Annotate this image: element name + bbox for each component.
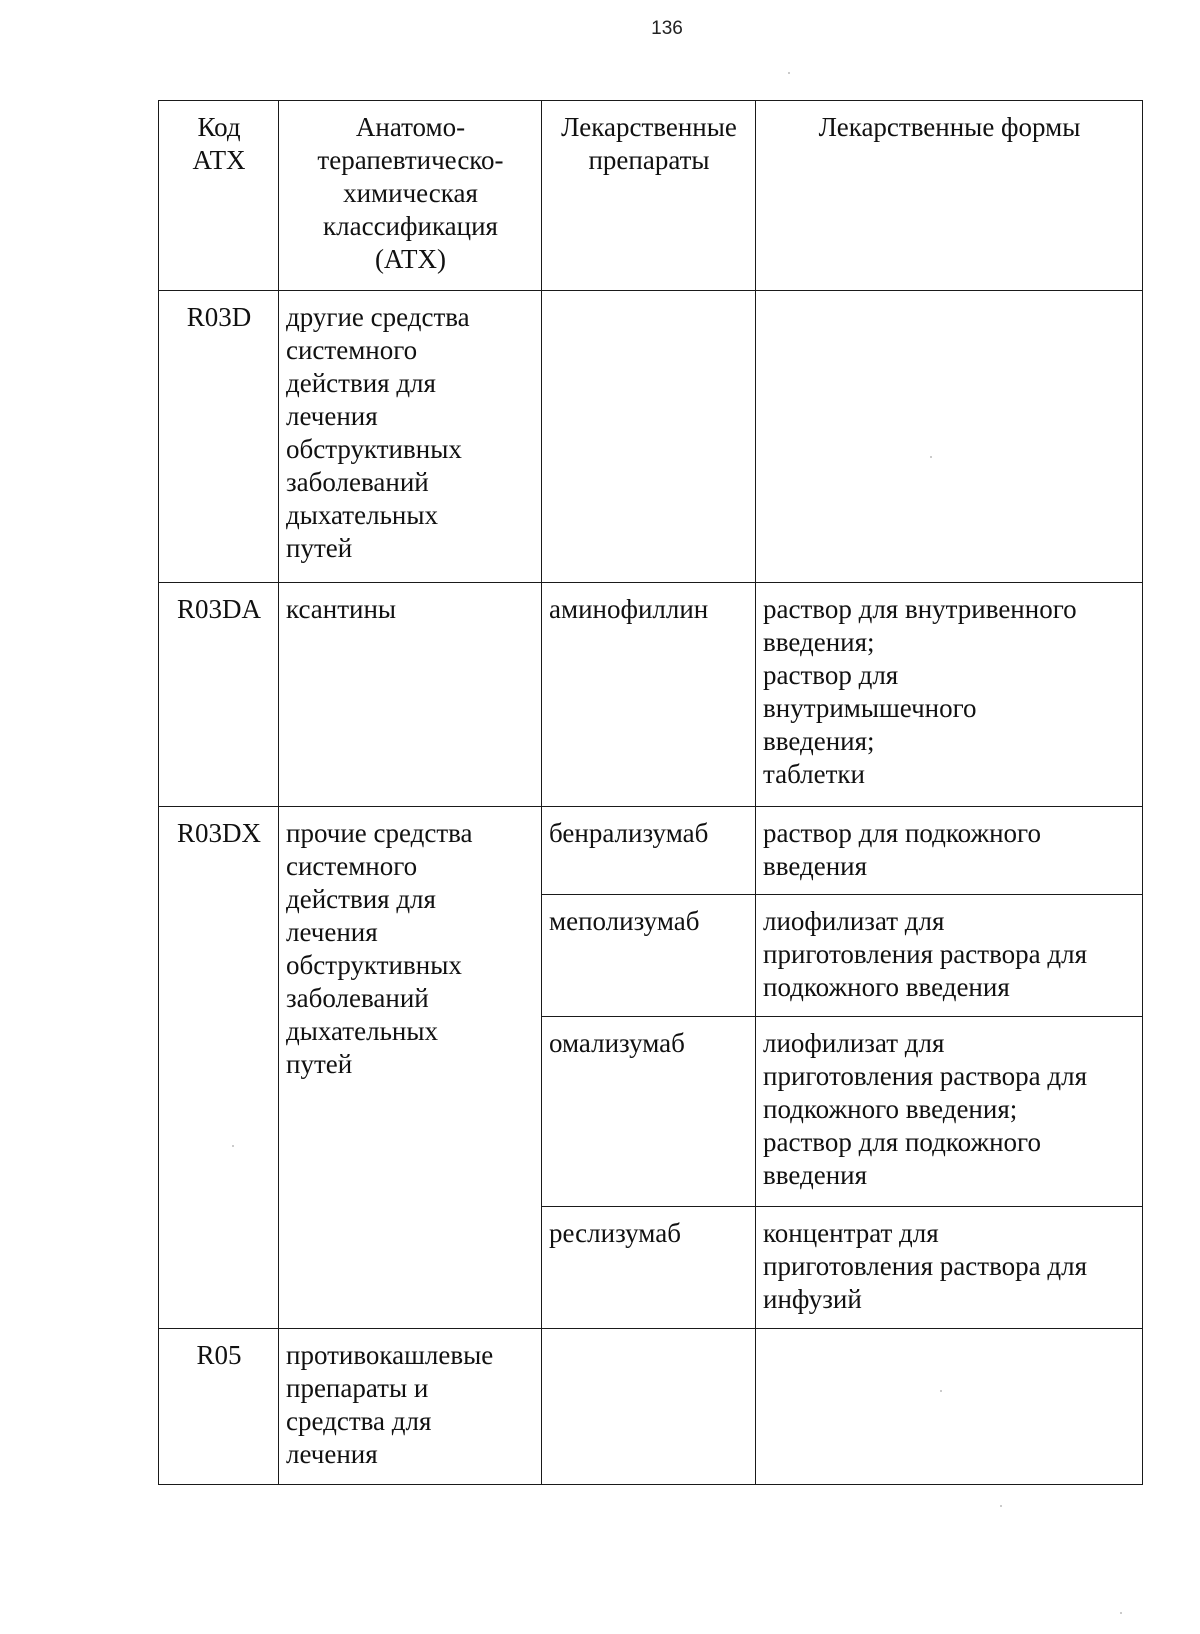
scan-speck [788, 72, 790, 74]
drug-cell: реслизумаб [542, 1207, 756, 1329]
scan-speck [930, 456, 932, 458]
forms-cell: лиофилизат для приготовления раствора для подкожного введения; раствор для подкожного введения [756, 1017, 1143, 1207]
scan-speck [1120, 1612, 1122, 1614]
classification-cell: ксантины [279, 583, 542, 807]
forms-cell: раствор для подкожного введения [756, 807, 1143, 895]
table-row [159, 807, 1143, 895]
header-code: Код АТХ [159, 101, 279, 291]
header-drugs: Лекарственные препараты [542, 101, 756, 291]
classification-cell: прочие средства системного действия для лечения обструктивных заболеваний дыхательных путей [279, 807, 542, 1329]
classification-cell: другие средства системного действия для лечения обструктивных заболеваний дыхательных путей [279, 291, 542, 583]
drug-cell [542, 1329, 756, 1485]
header-classification: Анатомо- терапевтическо- химическая классификация (АТХ) [279, 101, 542, 291]
forms-cell: раствор для внутривенного введения; раствор для внутримышечного введения; таблетки [756, 583, 1143, 807]
code-cell: R05 [159, 1329, 279, 1485]
drug-cell: аминофиллин [542, 583, 756, 807]
page-number: 136 [651, 18, 683, 39]
drug-cell: бенрализумаб [542, 807, 756, 895]
atx-table [158, 100, 1143, 1485]
forms-cell [756, 291, 1143, 583]
table-row [159, 583, 1143, 807]
drug-cell [542, 291, 756, 583]
code-cell: R03DA [159, 583, 279, 807]
forms-cell [756, 1329, 1143, 1485]
drug-cell: меполизумаб [542, 895, 756, 1017]
scan-speck [940, 1390, 942, 1392]
drug-cell: омализумаб [542, 1017, 756, 1207]
scan-speck [232, 1145, 234, 1147]
code-cell: R03DX [159, 807, 279, 1329]
header-forms: Лекарственные формы [756, 101, 1143, 291]
code-cell: R03D [159, 291, 279, 583]
forms-cell: лиофилизат для приготовления раствора для подкожного введения [756, 895, 1143, 1017]
table-row [159, 1329, 1143, 1485]
classification-cell: противокашлевые препараты и средства для лечения [279, 1329, 542, 1485]
scan-speck [1000, 1505, 1002, 1507]
table-header-row [159, 101, 1143, 291]
table-row [159, 291, 1143, 583]
forms-cell: концентрат для приготовления раствора для инфузий [756, 1207, 1143, 1329]
